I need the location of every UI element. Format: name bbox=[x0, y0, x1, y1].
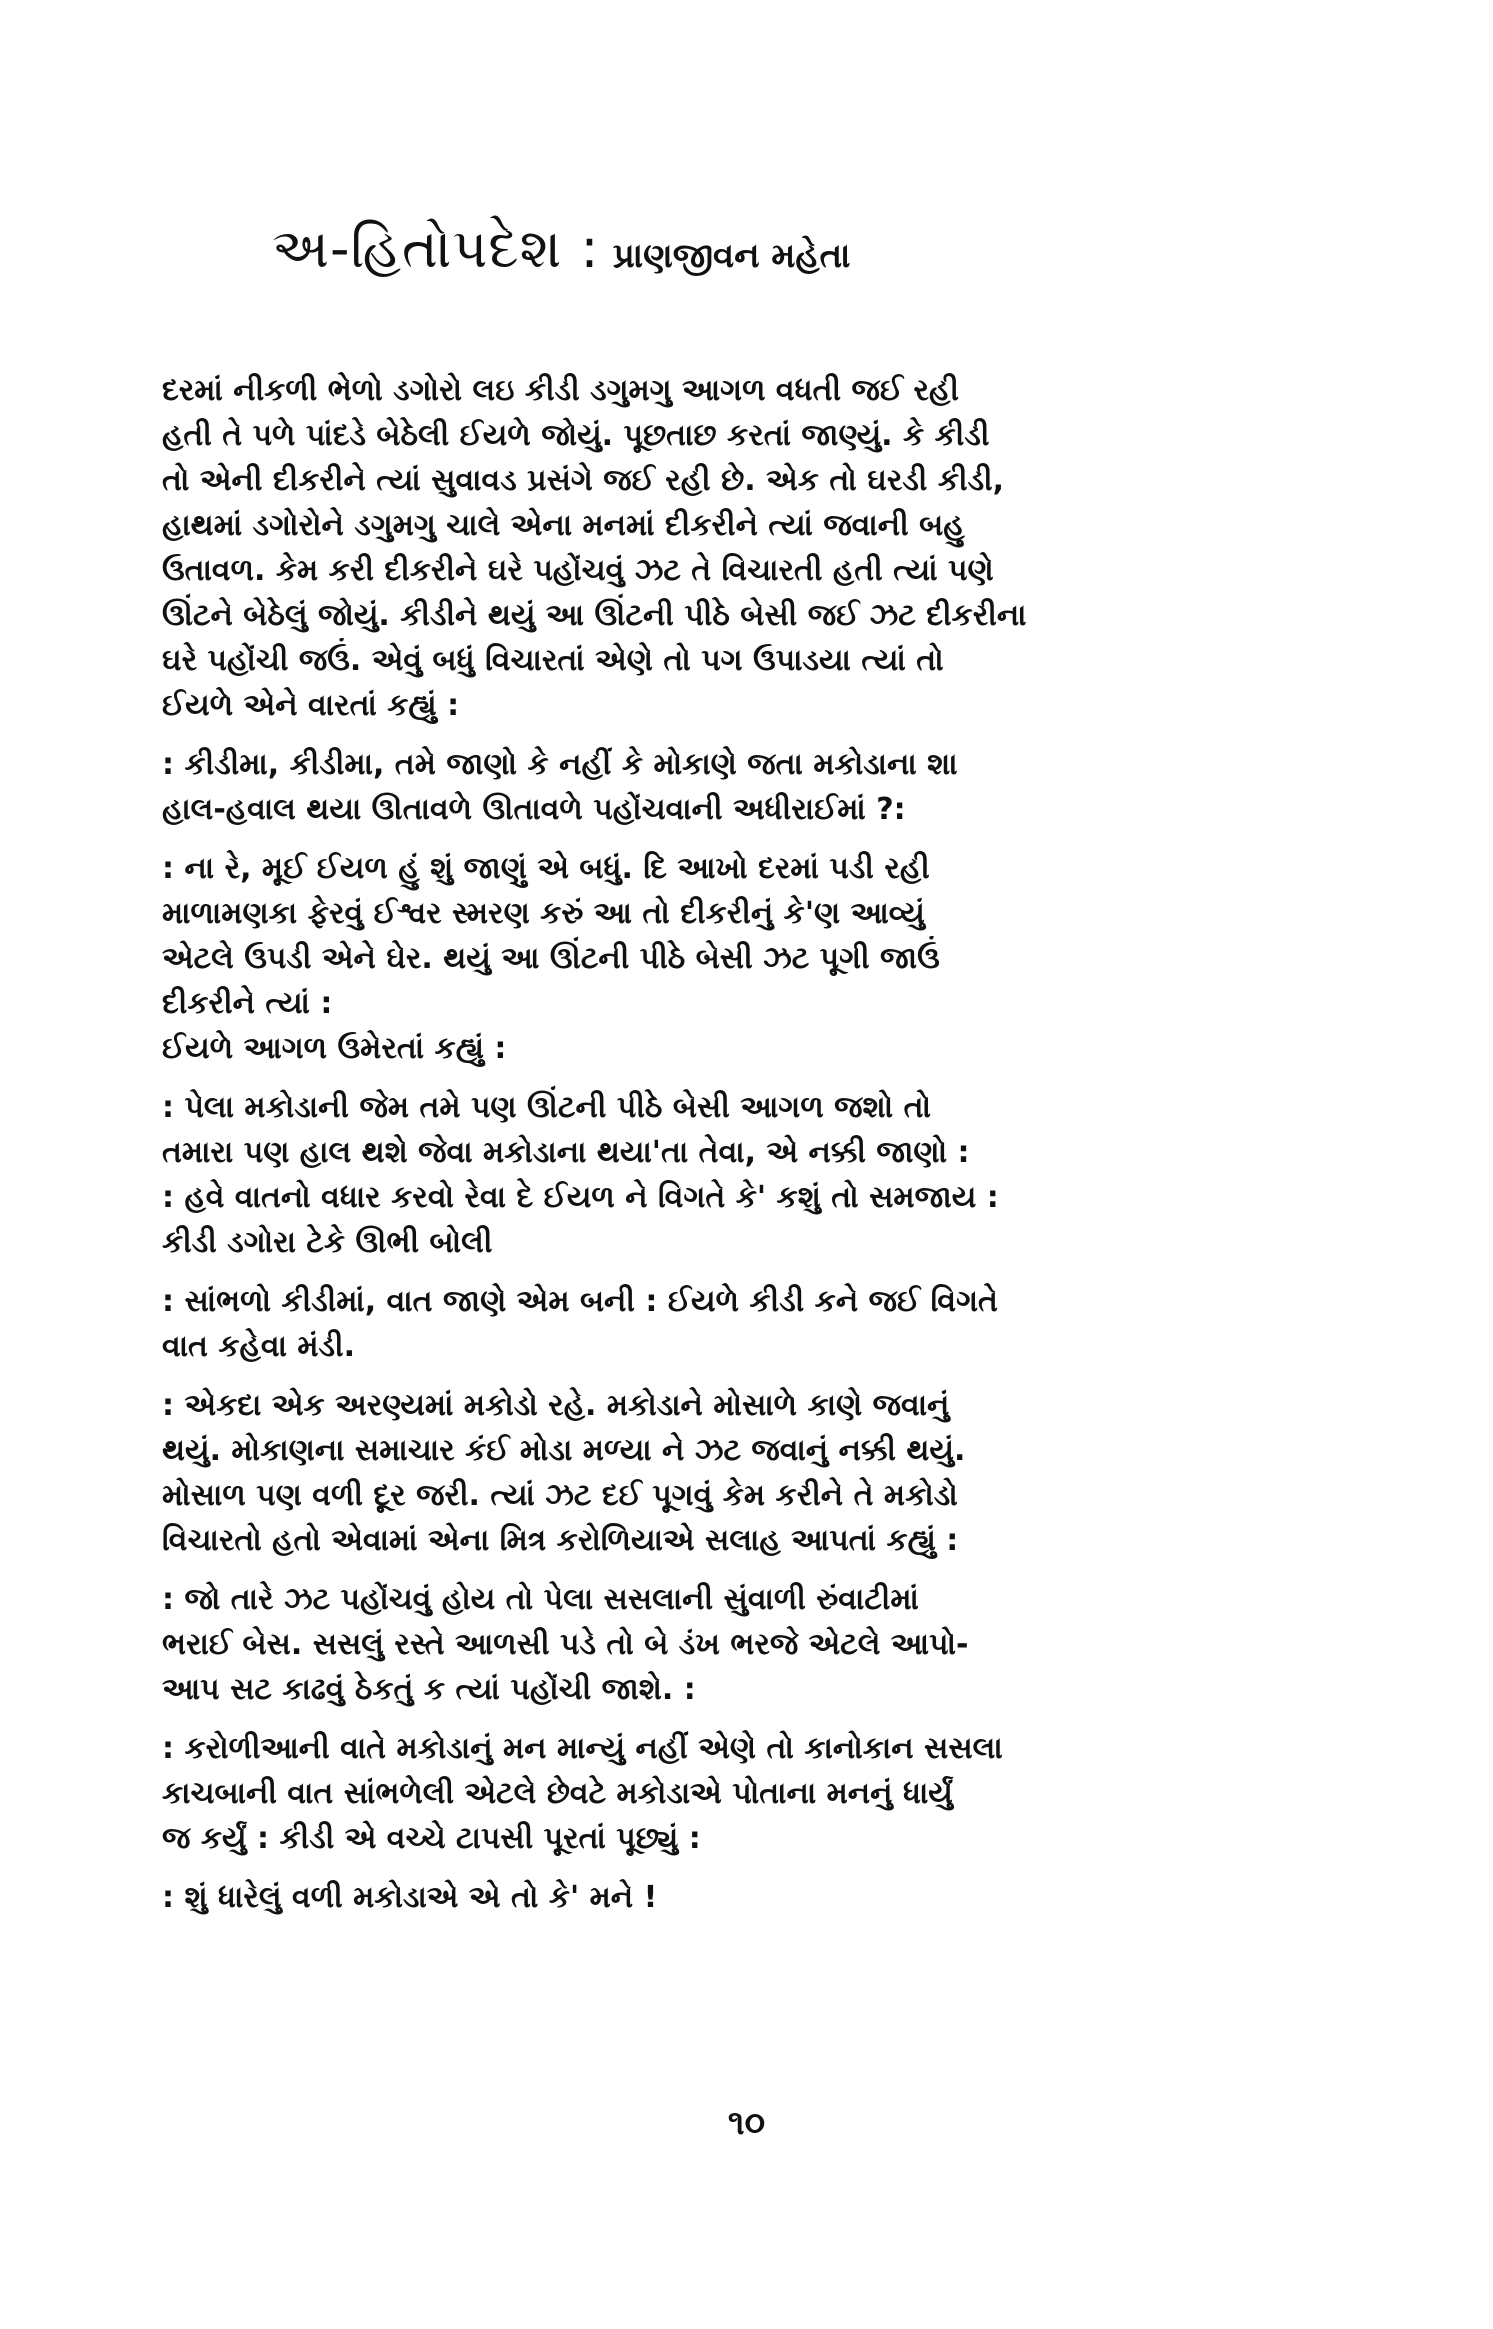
text-line: હતી તે પળે પાંદડે બેઠેલી ઈયળે જોયું. પૂછતાછ કરતાં જાણ્યું. કે કીડી bbox=[162, 418, 990, 453]
paragraph bbox=[162, 1577, 1342, 1712]
text-line: કાચબાની વાત સાંભળેલી એટલે છેવટે મકોડાએ પોતાના મનનું ધાર્યું bbox=[162, 1776, 953, 1811]
paragraph bbox=[162, 1875, 1342, 1920]
text-line: : હવે વાતનો વધાર કરવો રેવા દે ઈયળ ને વિગતે કે' કશું તો સમજાય : bbox=[162, 1180, 999, 1215]
author-name: પ્રાણજીવન મહેતા bbox=[612, 236, 851, 276]
text-line: માળામણકા ફેરવું ઈશ્વર સ્મરણ કરું આ તો દીકરીનું કે'ણ આવ્યું bbox=[162, 896, 925, 931]
text-line: થયું. મોકાણના સમાચાર કંઈ મોડા મળ્યા ને ઝટ જવાનું નક્કી થયું. bbox=[162, 1433, 966, 1468]
text-line: : કીડીમા, કીડીમા, તમે જાણો કે નહીં કે મોકાણે જતા મકોડાના શા bbox=[162, 747, 958, 782]
text-line: હાલ-હવાલ થયા ઊતાવળે ઊતાવળે પહોંચવાની અધીરાઈમાં ?: bbox=[162, 792, 906, 827]
text-line: : જો તારે ઝટ પહોંચવું હોય તો પેલા સસલાની સુંવાળી રુંવાટીમાં bbox=[162, 1582, 919, 1617]
chapter-heading bbox=[272, 217, 851, 280]
text-line: આપ સટ કાઢવું ઠેકતું ક ત્યાં પહોંચી જાશે. : bbox=[162, 1672, 696, 1707]
text-line: : પેલા મકોડાની જેમ તમે પણ ઊંટની પીઠે બેસી આગળ જશો તો bbox=[162, 1090, 932, 1125]
paragraph bbox=[162, 1279, 1342, 1369]
paragraph bbox=[162, 1726, 1342, 1861]
text-line: : સાંભળો કીડીમાં, વાત જાણે એમ બની : ઈયળે કીડી કને જઈ વિગતે bbox=[162, 1284, 998, 1319]
text-line: ઘરે પહોંચી જઉં. એવું બધું વિચારતાં એણે તો પગ ઉપાડયા ત્યાં તો bbox=[162, 643, 944, 678]
text-line: વિચારતો હતો એવામાં એના મિત્ર કરોળિયાએ સલાહ આપતાં કહ્યું : bbox=[162, 1523, 959, 1558]
text-line: ઈયળે આગળ ઉમેરતાં કહ્યું : bbox=[162, 1031, 507, 1066]
paragraph bbox=[162, 742, 1342, 832]
paragraph bbox=[162, 368, 1342, 728]
chapter-title: અ-હિતોપદેશ : bbox=[272, 217, 600, 280]
text-line: વાત કહેવા મંડી. bbox=[162, 1329, 355, 1364]
text-line: દીકરીને ત્યાં : bbox=[162, 986, 333, 1021]
text-line: દરમાં નીકળી ભેળો ડગોરો લઇ કીડી ડગુમગુ આગળ વધતી જઈ રહી bbox=[162, 373, 959, 408]
text-line: કીડી ડગોરા ટેકે ઊભી બોલી bbox=[162, 1225, 493, 1260]
page-number: ૧૦ bbox=[727, 2103, 766, 2143]
paragraph bbox=[162, 1383, 1342, 1563]
text-line: જ કર્યું : કીડી એ વચ્ચે ટાપસી પૂરતાં પૂછ્યું : bbox=[162, 1821, 701, 1856]
paragraph bbox=[162, 1085, 1342, 1265]
story-text bbox=[162, 368, 1342, 1934]
text-line: : શું ધારેલું વળી મકોડાએ એ તો કે' મને ! bbox=[162, 1880, 658, 1915]
text-line: ઈયળે એને વારતાં કહ્યું : bbox=[162, 688, 460, 723]
text-line: : ના રે, મૂઈ ઈયળ હું શું જાણું એ બધું. દિ આખો દરમાં પડી રહી bbox=[162, 851, 930, 886]
text-line: તમારા પણ હાલ થશે જેવા મકોડાના થયા'તા તેવા, એ નક્કી જાણો : bbox=[162, 1135, 970, 1170]
text-line: ઊંટને બેઠેલું જોયું. કીડીને થયું આ ઊંટની પીઠે બેસી જઈ ઝટ દીકરીના bbox=[162, 598, 1027, 633]
text-line: હાથમાં ડગોરોને ડગુમગુ ચાલે એના મનમાં દીકરીને ત્યાં જવાની બહુ bbox=[162, 508, 965, 543]
text-line: : કરોળીઆની વાતે મકોડાનું મન માન્યું નહીં એણે તો કાનોકાન સસલા bbox=[162, 1731, 1003, 1766]
text-line: તો એની દીકરીને ત્યાં સુવાવડ પ્રસંગે જઈ રહી છે. એક તો ઘરડી કીડી, bbox=[162, 463, 1005, 498]
text-line: : એકદા એક અરણ્યમાં મકોડો રહે. મકોડાને મોસાળે કાણે જવાનું bbox=[162, 1388, 950, 1423]
text-line: ભરાઈ બેસ. સસલું રસ્તે આળસી પડે તો બે ડંખ ભરજે એટલે આપો- bbox=[162, 1627, 969, 1662]
paragraph bbox=[162, 846, 1342, 1071]
text-line: એટલે ઉપડી એને ઘેર. થયું આ ઊંટની પીઠે બેસી ઝટ પૂગી જાઉં bbox=[162, 941, 940, 976]
text-line: મોસાળ પણ વળી દૂર જરી. ત્યાં ઝટ દઈ પૂગવું કેમ કરીને તે મકોડો bbox=[162, 1478, 958, 1513]
text-line: ઉતાવળ. કેમ કરી દીકરીને ઘરે પહોંચવું ઝટ તે વિચારતી હતી ત્યાં પણે bbox=[162, 553, 994, 588]
